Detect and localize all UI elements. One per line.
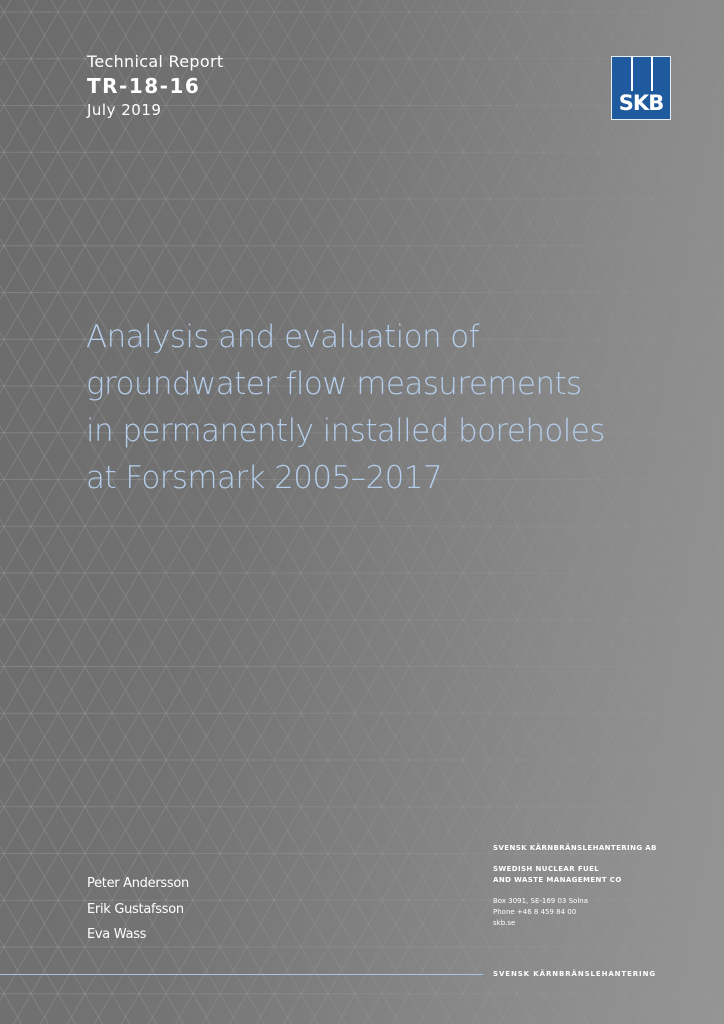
publisher-name-english-line2: AND WASTE MANAGEMENT CO (493, 876, 622, 884)
title-line: in permanently installed boreholes (86, 413, 605, 449)
logo-divider (631, 57, 633, 91)
footer-rule (0, 974, 483, 975)
logo-divider (651, 57, 653, 91)
author-name: Peter Andersson (87, 876, 189, 891)
skb-logo (611, 56, 671, 120)
footer-organization: SVENSK KÄRNBRÄNSLEHANTERING (493, 970, 656, 978)
publisher-name-swedish: SVENSK KÄRNBRÄNSLEHANTERING AB (493, 844, 657, 852)
title-line: groundwater flow measurements (86, 366, 582, 402)
logo-text: SKB (618, 91, 664, 115)
report-header (87, 52, 223, 120)
report-type: Technical Report (87, 52, 224, 71)
title-line: Analysis and evaluation of (86, 319, 479, 355)
author-name: Erik Gustafsson (87, 901, 184, 917)
publisher-name-english-line1: SWEDISH NUCLEAR FUEL (493, 865, 600, 873)
title-line: at Forsmark 2005–2017 (86, 460, 443, 496)
publisher-website: skb.se (493, 919, 516, 927)
report-number: TR-18-16 (87, 74, 201, 98)
author-list (87, 871, 189, 948)
publisher-address: Box 3091, SE-169 03 Solna (493, 897, 589, 905)
publisher-phone: Phone +46 8 459 84 00 (493, 908, 577, 916)
report-date: July 2019 (87, 101, 162, 119)
author-name: Eva Wass (87, 927, 147, 942)
publisher-block (493, 843, 657, 929)
document-title (86, 314, 706, 502)
